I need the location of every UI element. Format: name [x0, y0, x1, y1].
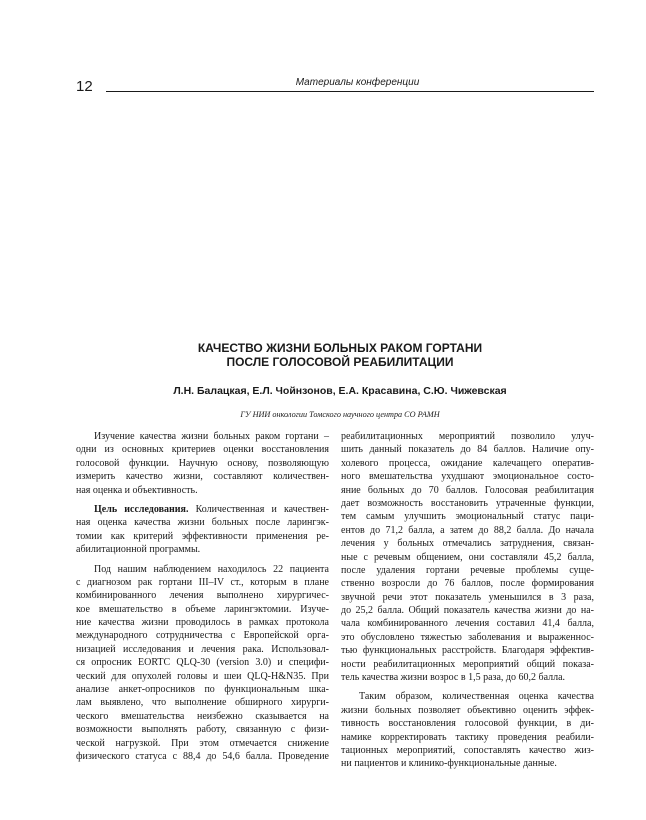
text-line: ся опросник EORTC QLQ-30 (version 3.0) и специфи-: [76, 657, 329, 669]
text-line: жизни больных позволяет объективно оценить эффек-: [341, 704, 594, 716]
text-line: международного сотрудничества с Европейской орга-: [76, 630, 329, 642]
text-line: комбинированного лечения выполнено хирургичес-: [76, 590, 329, 602]
text-line: одни из основных критериев оценки восстановления: [76, 444, 329, 456]
text-line: Под нашим наблюдением находилось 22 пациента: [94, 563, 329, 575]
purpose-heading: Цель исследования.: [94, 503, 189, 515]
text-line: анализе анкет-опросников по функциональным шка-: [76, 684, 329, 696]
text-line: тель качества жизни возрос в 1,5 раза, до 60,2 балла.: [341, 672, 566, 684]
title-line: КАЧЕСТВО ЖИЗНИ БОЛЬНЫХ РАКОМ ГОРТАНИ: [197, 341, 483, 355]
text-line: измерить качество жизни, составляют количествен-: [76, 471, 329, 483]
text-line: это обусловлено тяжестью заболевания и выраженнос-: [341, 631, 594, 643]
text-line: кое вмешательство в объеме ларингэктомии. Изуче-: [76, 603, 329, 615]
affiliation: ГУ НИИ онкологии Томского научного центра СО РАМН: [240, 410, 440, 419]
text-line: Изучение качества жизни больных раком гортани –: [94, 431, 329, 442]
text-line: абилитационной программы.: [76, 544, 201, 556]
left-column: [76, 430, 329, 763]
text-line: низацией исследования и лечения рака. Использовал-: [76, 643, 329, 655]
text-line: ности реабилитационных мероприятий общий показа-: [341, 658, 594, 670]
text-line: реабилитационных мероприятий позволило улуч-: [341, 431, 594, 442]
text-line: до 25,2 балла. Общий показатель качества жизни до на-: [341, 605, 594, 617]
text-line: ная оценка и объективность.: [76, 484, 198, 496]
text-line: намике корректировать тактику проведения реабили-: [341, 731, 594, 743]
text-line: ственно возросли до 76 баллов, после формирования: [341, 578, 594, 590]
right-column: [341, 430, 594, 771]
text-line: с диагнозом рак гортани III–IV ст., которым в плане: [76, 576, 329, 588]
text-line: ные с речевым общением, они составляли 45,2 балла,: [341, 551, 594, 563]
text-fragment: Количественная и качествен-: [188, 503, 329, 515]
text-line: после удаления гортани речевые проблемы суще-: [341, 564, 594, 576]
title-line: ПОСЛЕ ГОЛОСОВОЙ РЕАБИЛИТАЦИИ: [226, 355, 454, 369]
page-number: 12: [76, 78, 93, 95]
article-title: [90, 341, 590, 369]
text-line: [76, 503, 329, 516]
text-line: ентов до 71,2 балла, а затем до 88,2 балла. До начала: [341, 524, 594, 536]
running-head: Материалы конференции: [295, 77, 420, 88]
text-line: физического статуса с 88,4 до 54,6 балла. Проведение: [76, 750, 329, 762]
text-line: томии как критерий эффективности применения ре-: [76, 530, 329, 542]
text-line: тью функциональных расстройств. Благодаря эффектив-: [341, 645, 594, 657]
text-line: тационных мероприятий, сопоставлять качество жиз-: [341, 744, 594, 756]
header-rule: [106, 91, 594, 92]
text-line: ние качества жизни проводилось в рамках протокола: [76, 617, 329, 629]
text-line: ная оценка качества жизни больных после ларингэк-: [76, 517, 329, 529]
text-line: ческий для опухолей головы и шеи QLQ-H&N35. При: [76, 670, 329, 682]
authors: Л.Н. Балацкая, Е.Л. Чойнзонов, Е.А. Красавина, С.Ю. Чижевская: [173, 385, 507, 397]
text-line: ческой нагрузкой. При этом отмечается снижение: [76, 737, 329, 749]
text-line: голосовой функции. Научную основу, позволяющую: [76, 457, 329, 469]
text-line: дает возможность восстановить утраченные функции,: [341, 497, 594, 509]
text-line: лечения у больных отмечались затруднения, связан-: [341, 538, 594, 550]
text-line: ни пациентов и клинико-функциональные данные.: [341, 758, 557, 770]
text-line: тивность восстановления голосовой функции, в ди-: [341, 718, 594, 730]
text-line: возможности выполнять работу, связанную с физи-: [76, 724, 329, 736]
text-line: тем самым улучшить эмоциональный статус паци-: [341, 511, 594, 523]
text-line: ного вмешательства ухудшают эмоциональное состо-: [341, 471, 594, 483]
text-line: звучной речи этот показатель уменьшился в 3 раза,: [341, 591, 594, 603]
text-line: яние больных до 70 баллов. Голосовая реабилитация: [341, 484, 594, 496]
text-line: чала комбинированного лечения составил 41,4 балла,: [341, 618, 594, 630]
text-line: ческого вмешательства неизбежно сказывается на: [76, 710, 329, 722]
text-line: шить данный показатель до 84 баллов. Наличие опу-: [341, 444, 594, 456]
text-line: лам выявлено, что выполнение обширного хирурги-: [76, 697, 329, 709]
text-line: Таким образом, количественная оценка качества: [359, 691, 594, 703]
text-line: холевого процесса, ожидание калечащего оператив-: [341, 457, 594, 469]
